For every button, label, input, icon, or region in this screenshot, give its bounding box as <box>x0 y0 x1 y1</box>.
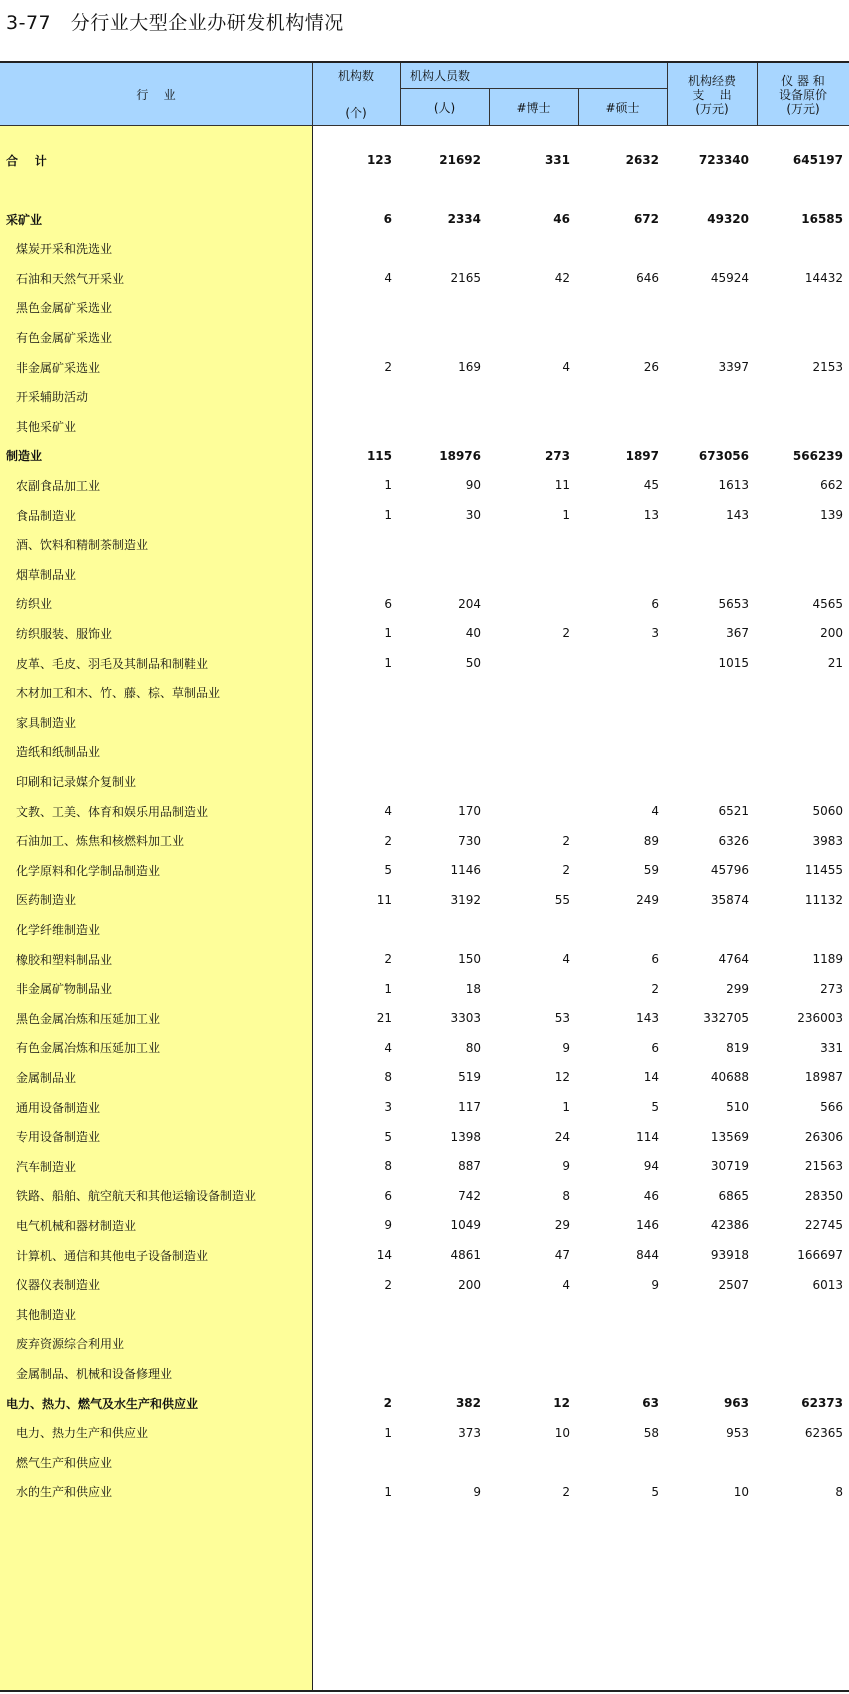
phd-cell: 4 <box>562 1277 570 1292</box>
header-num-unit: (个) <box>345 106 367 120</box>
staff-cell: 18 <box>465 981 481 996</box>
num-cell: 2 <box>384 952 392 966</box>
exp-cell: 1015 <box>718 656 749 670</box>
industry-name-cell: 纺织服装、服饰业 <box>16 626 113 641</box>
header-staff-label: 机构人员数 <box>410 68 471 83</box>
table-row <box>0 825 849 857</box>
industry-name-cell: 医药制造业 <box>16 893 77 908</box>
equip-cell: 645197 <box>792 153 843 167</box>
table-row <box>0 706 849 738</box>
industry-name-cell: 烟草制品业 <box>16 567 77 582</box>
table-row <box>0 1417 849 1449</box>
num-cell: 6 <box>384 1188 392 1203</box>
staff-cell: 742 <box>458 1188 481 1203</box>
phd-cell: 2 <box>562 1484 570 1499</box>
master-cell: 646 <box>636 271 659 286</box>
num-cell: 14 <box>376 1248 392 1262</box>
industry-name-cell: 电力、热力生产和供应业 <box>16 1426 149 1441</box>
industry-name-cell: 其他采矿业 <box>16 419 77 434</box>
phd-cell: 10 <box>554 1425 570 1440</box>
table-row <box>0 1121 849 1153</box>
equip-cell: 16585 <box>801 212 843 226</box>
staff-cell: 3192 <box>450 892 481 907</box>
table-row <box>0 1091 849 1123</box>
num-cell: 2 <box>384 1277 392 1292</box>
master-cell: 14 <box>643 1070 659 1085</box>
industry-name-cell: 合 计 <box>6 153 47 168</box>
phd-cell: 24 <box>554 1129 570 1144</box>
table-row <box>0 973 849 1005</box>
table-row <box>0 913 849 945</box>
table-row <box>0 321 849 353</box>
num-cell: 1 <box>384 508 392 522</box>
staff-cell: 200 <box>458 1277 481 1292</box>
staff-cell: 887 <box>458 1159 481 1174</box>
exp-cell: 6326 <box>718 833 749 848</box>
table-row <box>0 1209 849 1241</box>
equip-cell: 28350 <box>804 1188 843 1203</box>
industry-name-cell: 木材加工和木、竹、藤、棕、草制品业 <box>16 686 221 701</box>
equip-cell: 5060 <box>812 804 843 818</box>
equip-cell: 11455 <box>804 863 843 878</box>
staff-cell: 373 <box>458 1425 481 1440</box>
industry-name-cell: 非金属矿采选业 <box>16 360 101 375</box>
industry-name-cell: 非金属矿物制品业 <box>16 982 113 997</box>
industry-name-cell: 通用设备制造业 <box>16 1100 101 1115</box>
phd-cell: 12 <box>553 1396 570 1410</box>
equip-cell: 21563 <box>804 1159 843 1174</box>
staff-cell: 1146 <box>450 863 481 878</box>
equip-cell: 200 <box>820 626 843 641</box>
industry-name-cell: 开采辅助活动 <box>16 390 89 405</box>
phd-cell: 273 <box>544 448 570 463</box>
staff-cell: 519 <box>458 1070 481 1085</box>
staff-cell: 2334 <box>447 212 481 226</box>
num-cell: 3 <box>384 1100 392 1114</box>
equip-cell: 331 <box>820 1040 843 1055</box>
phd-cell: 9 <box>562 1159 570 1174</box>
industry-name-cell: 食品制造业 <box>16 508 77 523</box>
master-cell: 59 <box>643 863 659 878</box>
table-row <box>0 854 849 886</box>
exp-cell: 4764 <box>718 952 749 966</box>
industry-name-cell: 造纸和纸制品业 <box>16 745 101 760</box>
exp-cell: 10 <box>733 1484 749 1499</box>
phd-cell: 1 <box>562 1100 570 1114</box>
master-cell: 6 <box>651 1040 659 1055</box>
num-cell: 2 <box>384 360 392 374</box>
table-row <box>0 1239 849 1271</box>
equip-cell: 166697 <box>797 1248 843 1262</box>
equip-cell: 139 <box>820 508 843 522</box>
header-phd: #博士 <box>516 100 551 115</box>
industry-name-cell: 计算机、通信和其他电子设备制造业 <box>16 1248 209 1263</box>
num-cell: 6 <box>383 212 392 226</box>
master-cell: 2 <box>651 981 659 996</box>
equip-cell: 566239 <box>792 448 843 463</box>
master-cell: 5 <box>651 1484 659 1499</box>
industry-name-cell: 电气机械和器材制造业 <box>16 1218 137 1233</box>
industry-name-cell: 黑色金属冶炼和压延加工业 <box>16 1011 161 1026</box>
phd-cell: 55 <box>554 892 570 907</box>
table-row <box>0 144 849 176</box>
phd-cell: 11 <box>554 478 570 493</box>
master-cell: 6 <box>651 596 659 611</box>
staff-cell: 18976 <box>439 448 481 463</box>
table-row <box>0 351 849 383</box>
header-exp-line2: 支 出 <box>692 87 732 102</box>
exp-cell: 30719 <box>710 1159 749 1174</box>
table-row <box>0 1328 849 1360</box>
exp-cell: 13569 <box>710 1129 749 1144</box>
staff-cell: 169 <box>458 360 481 374</box>
master-cell: 46 <box>643 1188 659 1203</box>
industry-name-cell: 金属制品、机械和设备修理业 <box>16 1366 173 1381</box>
num-cell: 1 <box>384 981 392 996</box>
num-cell: 5 <box>384 863 392 878</box>
table-row <box>0 617 849 649</box>
num-cell: 4 <box>384 804 392 818</box>
table-row <box>0 203 849 235</box>
equip-cell: 566 <box>820 1100 843 1114</box>
phd-cell: 42 <box>554 271 570 286</box>
equip-cell: 6013 <box>812 1277 843 1292</box>
master-cell: 672 <box>633 212 659 226</box>
exp-cell: 49320 <box>707 212 749 226</box>
staff-cell: 1398 <box>450 1129 481 1144</box>
master-cell: 249 <box>636 892 659 907</box>
exp-cell: 3397 <box>718 360 749 374</box>
exp-cell: 45796 <box>710 863 749 878</box>
num-cell: 2 <box>384 833 392 848</box>
phd-cell: 53 <box>554 1011 570 1026</box>
industry-name-cell: 橡胶和塑料制品业 <box>16 952 113 967</box>
staff-cell: 204 <box>458 596 481 611</box>
phd-cell: 1 <box>562 508 570 522</box>
master-cell: 2632 <box>625 153 659 167</box>
num-cell: 2 <box>383 1396 392 1410</box>
num-cell: 8 <box>384 1159 392 1174</box>
exp-cell: 953 <box>726 1425 749 1440</box>
master-cell: 45 <box>643 478 659 493</box>
industry-name-cell: 电力、热力、燃气及水生产和供应业 <box>6 1396 199 1411</box>
industry-name-cell: 专用设备制造业 <box>16 1130 101 1145</box>
industry-name-cell: 其他制造业 <box>16 1307 77 1322</box>
staff-cell: 1049 <box>450 1218 481 1233</box>
master-cell: 58 <box>643 1425 659 1440</box>
equip-cell: 8 <box>835 1484 843 1499</box>
industry-name-cell: 金属制品业 <box>16 1070 77 1085</box>
num-cell: 21 <box>376 1011 392 1026</box>
staff-cell: 50 <box>465 656 481 670</box>
num-cell: 8 <box>384 1070 392 1085</box>
staff-cell: 730 <box>458 833 481 848</box>
table-row <box>0 1387 849 1419</box>
industry-name-cell: 有色金属矿采选业 <box>16 330 113 345</box>
staff-cell: 90 <box>465 478 481 493</box>
phd-cell: 2 <box>562 626 570 641</box>
master-cell: 143 <box>636 1011 659 1026</box>
num-cell: 6 <box>384 596 392 611</box>
equip-cell: 18987 <box>804 1070 843 1085</box>
master-cell: 6 <box>651 952 659 966</box>
equip-cell: 273 <box>820 981 843 996</box>
staff-cell: 3303 <box>450 1011 481 1026</box>
table-row <box>0 1180 849 1212</box>
master-cell: 9 <box>651 1277 659 1292</box>
num-cell: 1 <box>384 626 392 641</box>
industry-name-cell: 铁路、船舶、航空航天和其他运输设备制造业 <box>16 1189 257 1204</box>
phd-cell: 47 <box>554 1248 570 1262</box>
master-cell: 94 <box>643 1159 659 1174</box>
table-row <box>0 469 849 501</box>
industry-name-cell: 水的生产和供应业 <box>16 1485 113 1500</box>
phd-cell: 331 <box>544 153 570 167</box>
industry-name-cell: 石油和天然气开采业 <box>16 271 125 286</box>
industry-name-cell: 化学纤维制造业 <box>16 922 101 937</box>
industry-name-cell: 黑色金属矿采选业 <box>16 301 113 316</box>
industry-name-cell: 燃气生产和供应业 <box>16 1455 113 1470</box>
master-cell: 26 <box>643 360 659 374</box>
staff-cell: 9 <box>473 1484 481 1499</box>
equip-cell: 14432 <box>804 271 843 286</box>
table-row <box>0 1061 849 1093</box>
exp-cell: 42386 <box>710 1218 749 1233</box>
num-cell: 4 <box>384 1040 392 1055</box>
staff-cell: 382 <box>455 1396 481 1410</box>
exp-cell: 35874 <box>710 892 749 907</box>
header-staff-unit: (人) <box>433 100 456 115</box>
table-row <box>0 1002 849 1034</box>
table-row <box>0 588 849 620</box>
staff-cell: 170 <box>458 804 481 818</box>
staff-cell: 80 <box>465 1040 481 1055</box>
exp-cell: 819 <box>726 1040 749 1055</box>
exp-cell: 2507 <box>718 1277 749 1292</box>
table-row <box>0 529 849 561</box>
header-num-label: 机构数 <box>337 69 374 83</box>
num-cell: 115 <box>366 448 392 463</box>
exp-cell: 6865 <box>718 1188 749 1203</box>
header-master: #硕士 <box>605 100 640 115</box>
num-cell: 1 <box>384 1425 392 1440</box>
exp-cell: 510 <box>726 1100 749 1114</box>
exp-cell: 5653 <box>718 596 749 611</box>
table-row <box>0 736 849 768</box>
table-row <box>0 1446 849 1478</box>
num-cell: 11 <box>376 892 392 907</box>
num-cell: 1 <box>384 478 392 493</box>
master-cell: 114 <box>636 1129 659 1144</box>
table-row <box>0 677 849 709</box>
industry-name-cell: 汽车制造业 <box>16 1159 77 1174</box>
industry-name-cell: 酒、饮料和精制茶制造业 <box>16 538 149 553</box>
header-exp-unit: (万元) <box>695 101 729 116</box>
staff-cell: 40 <box>465 626 481 641</box>
table-row <box>0 884 849 916</box>
master-cell: 63 <box>642 1396 659 1410</box>
table-row <box>0 440 849 472</box>
equip-cell: 2153 <box>812 360 843 374</box>
staff-cell: 150 <box>458 952 481 966</box>
master-cell: 5 <box>651 1100 659 1114</box>
header-eq-line2: 设备原价 <box>778 87 827 102</box>
table-row <box>0 381 849 413</box>
page-title: 3-77 分行业大型企业办研发机构情况 <box>6 12 344 34</box>
industry-name-cell: 制造业 <box>6 449 43 464</box>
industry-name-cell: 文教、工美、体育和娱乐用品制造业 <box>16 804 209 819</box>
table-row <box>0 1476 849 1508</box>
exp-cell: 93918 <box>710 1248 749 1262</box>
header-eq-line1: 仪 器 和 <box>781 73 825 88</box>
master-cell: 4 <box>651 804 659 818</box>
header-industry: 行 业 <box>136 87 176 102</box>
table-row <box>0 292 849 324</box>
table-row <box>0 1269 849 1301</box>
exp-cell: 6521 <box>718 804 749 818</box>
table-row <box>0 1032 849 1064</box>
equip-cell: 4565 <box>812 596 843 611</box>
table-row <box>0 1357 849 1389</box>
equip-cell: 62365 <box>804 1425 843 1440</box>
exp-cell: 963 <box>723 1396 749 1410</box>
phd-cell: 12 <box>554 1070 570 1085</box>
equip-cell: 662 <box>820 478 843 493</box>
table-row <box>0 1150 849 1182</box>
exp-cell: 673056 <box>698 448 749 463</box>
master-cell: 146 <box>636 1218 659 1233</box>
phd-cell: 2 <box>562 863 570 878</box>
table-bottom-rule <box>0 1690 849 1692</box>
industry-name-cell: 采矿业 <box>6 212 43 227</box>
staff-cell: 21692 <box>439 153 481 167</box>
industry-name-cell: 石油加工、炼焦和核燃料加工业 <box>16 834 185 849</box>
table-row <box>0 410 849 442</box>
table-row <box>0 499 849 531</box>
header-exp-line1: 机构经费 <box>687 73 736 88</box>
table-row <box>0 262 849 294</box>
equip-cell: 3983 <box>812 833 843 848</box>
phd-cell: 4 <box>562 360 570 374</box>
industry-name-cell: 皮革、毛皮、羽毛及其制品和制鞋业 <box>16 656 209 671</box>
equip-cell: 22745 <box>804 1218 843 1233</box>
industry-name-cell: 印刷和记录媒介复制业 <box>16 774 137 789</box>
header-num <box>312 63 400 126</box>
table-row <box>0 1298 849 1330</box>
num-cell: 9 <box>384 1218 392 1233</box>
table-row <box>0 233 849 265</box>
equip-cell: 236003 <box>797 1011 843 1026</box>
num-cell: 4 <box>384 271 392 286</box>
equip-cell: 1189 <box>812 952 843 966</box>
staff-cell: 2165 <box>450 271 481 286</box>
industry-name-cell: 废弃资源综合利用业 <box>16 1337 125 1352</box>
industry-name-cell: 煤炭开采和洗选业 <box>16 242 113 257</box>
header-equipment <box>757 63 849 126</box>
industry-name-cell: 有色金属冶炼和压延加工业 <box>16 1041 161 1056</box>
master-cell: 3 <box>651 626 659 641</box>
table-row <box>0 943 849 975</box>
exp-cell: 367 <box>726 626 749 641</box>
staff-cell: 30 <box>465 508 481 522</box>
exp-cell: 1613 <box>718 478 749 493</box>
num-cell: 123 <box>366 153 392 167</box>
staff-cell: 4861 <box>450 1248 481 1262</box>
num-cell: 5 <box>384 1129 392 1144</box>
staff-cell: 117 <box>458 1100 481 1114</box>
exp-cell: 332705 <box>703 1011 749 1026</box>
exp-cell: 143 <box>726 508 749 522</box>
exp-cell: 45924 <box>710 271 749 286</box>
header-expenditure <box>667 63 757 126</box>
phd-cell: 8 <box>562 1188 570 1203</box>
industry-name-cell: 仪器仪表制造业 <box>16 1278 101 1293</box>
table-row <box>0 647 849 679</box>
master-cell: 89 <box>643 833 659 848</box>
industry-name-cell: 家具制造业 <box>16 715 77 730</box>
num-cell: 1 <box>384 1484 392 1499</box>
phd-cell: 4 <box>562 952 570 966</box>
master-cell: 1897 <box>625 448 659 463</box>
equip-cell: 26306 <box>804 1129 843 1144</box>
industry-name-cell: 农副食品加工业 <box>16 478 101 493</box>
equip-cell: 62373 <box>801 1396 843 1410</box>
master-cell: 844 <box>636 1248 659 1262</box>
industry-name-cell: 化学原料和化学制品制造业 <box>16 863 161 878</box>
equip-cell: 21 <box>827 656 843 670</box>
header-eq-unit: (万元) <box>786 101 820 116</box>
equip-cell: 11132 <box>804 892 843 907</box>
phd-cell: 46 <box>553 212 570 226</box>
num-cell: 1 <box>384 656 392 670</box>
exp-cell: 299 <box>726 981 749 996</box>
exp-cell: 723340 <box>698 153 749 167</box>
table-row <box>0 558 849 590</box>
industry-name-cell: 纺织业 <box>16 597 53 612</box>
master-cell: 13 <box>643 508 659 522</box>
phd-cell: 29 <box>554 1218 570 1233</box>
exp-cell: 40688 <box>710 1070 749 1085</box>
table-row <box>0 765 849 797</box>
phd-cell: 2 <box>562 833 570 848</box>
table-row <box>0 795 849 827</box>
phd-cell: 9 <box>562 1040 570 1055</box>
